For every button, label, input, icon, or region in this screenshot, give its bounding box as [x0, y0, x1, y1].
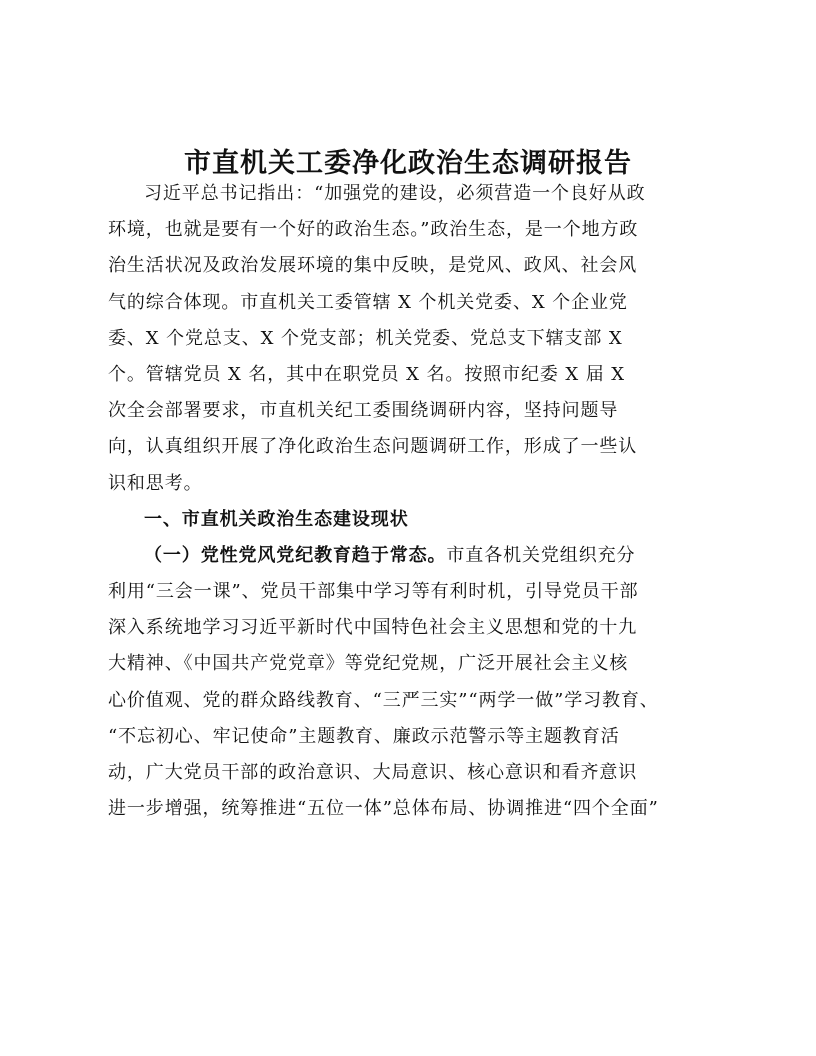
section-heading: 一、市直机关政治生态建设现状 — [144, 508, 409, 530]
paragraph-line: 次全会部署要求，市直机关纪工委围绕调研内容，坚持问题导 — [108, 400, 619, 422]
paragraph-line: 进一步增强，统筹推进“五位一体”总体布局、协调推进“四个全面” — [108, 798, 659, 820]
paragraph-line: 委、X 个党总支、X 个党支部；机关党委、党总支下辖支部 X — [108, 327, 623, 349]
paragraph-line: 习近平总书记指出：“加强党的建设，必须营造一个良好从政 — [144, 183, 646, 204]
subsection-first-line — [108, 538, 718, 574]
paragraph-line: 识和思考。 — [108, 472, 203, 494]
paragraph-line: 向，认真组织开展了净化政治生态问题调研工作，形成了一些认 — [108, 436, 638, 458]
document-title: 市直机关工委净化政治生态调研报告 — [184, 148, 632, 179]
document-body — [108, 176, 718, 827]
subsection-label: （一）党性党风党纪教育趋于常态。 — [144, 544, 447, 566]
paragraph-line: 环境，也就是要有一个好的政治生态。”政治生态，是一个地方政 — [108, 219, 639, 241]
paragraph-line: “不忘初心、牢记使命”主题教育、廉政示范警示等主题教育活 — [108, 725, 620, 747]
subsection-first-line-text: 市直各机关党组织充分 — [446, 544, 636, 566]
paragraph-line: 利用“三会一课”、党员干部集中学习等有利时机，引导党员干部 — [108, 581, 639, 603]
paragraph-line: 气的综合体现。市直机关工委管辖 X 个机关党委、X 个企业党 — [108, 291, 628, 313]
paragraph-line: 心价值观、党的群众路线教育、“三严三实”“两学一做”学习教育、 — [108, 689, 659, 711]
paragraph-line: 大精神、《中国共产党党章》等党纪党规，广泛开展社会主义核 — [108, 653, 629, 675]
paragraph-line: 个。管辖党员 X 名，其中在职党员 X 名。按照市纪委 X 届 X — [108, 363, 626, 385]
paragraph-line: 深入系统地学习习近平新时代中国特色社会主义思想和党的十九 — [108, 617, 638, 639]
paragraph-line: 治生活状况及政治发展环境的集中反映，是党风、政风、社会风 — [108, 255, 638, 277]
paragraph-line: 动，广大党员干部的政治意识、大局意识、核心意识和看齐意识 — [108, 762, 638, 783]
